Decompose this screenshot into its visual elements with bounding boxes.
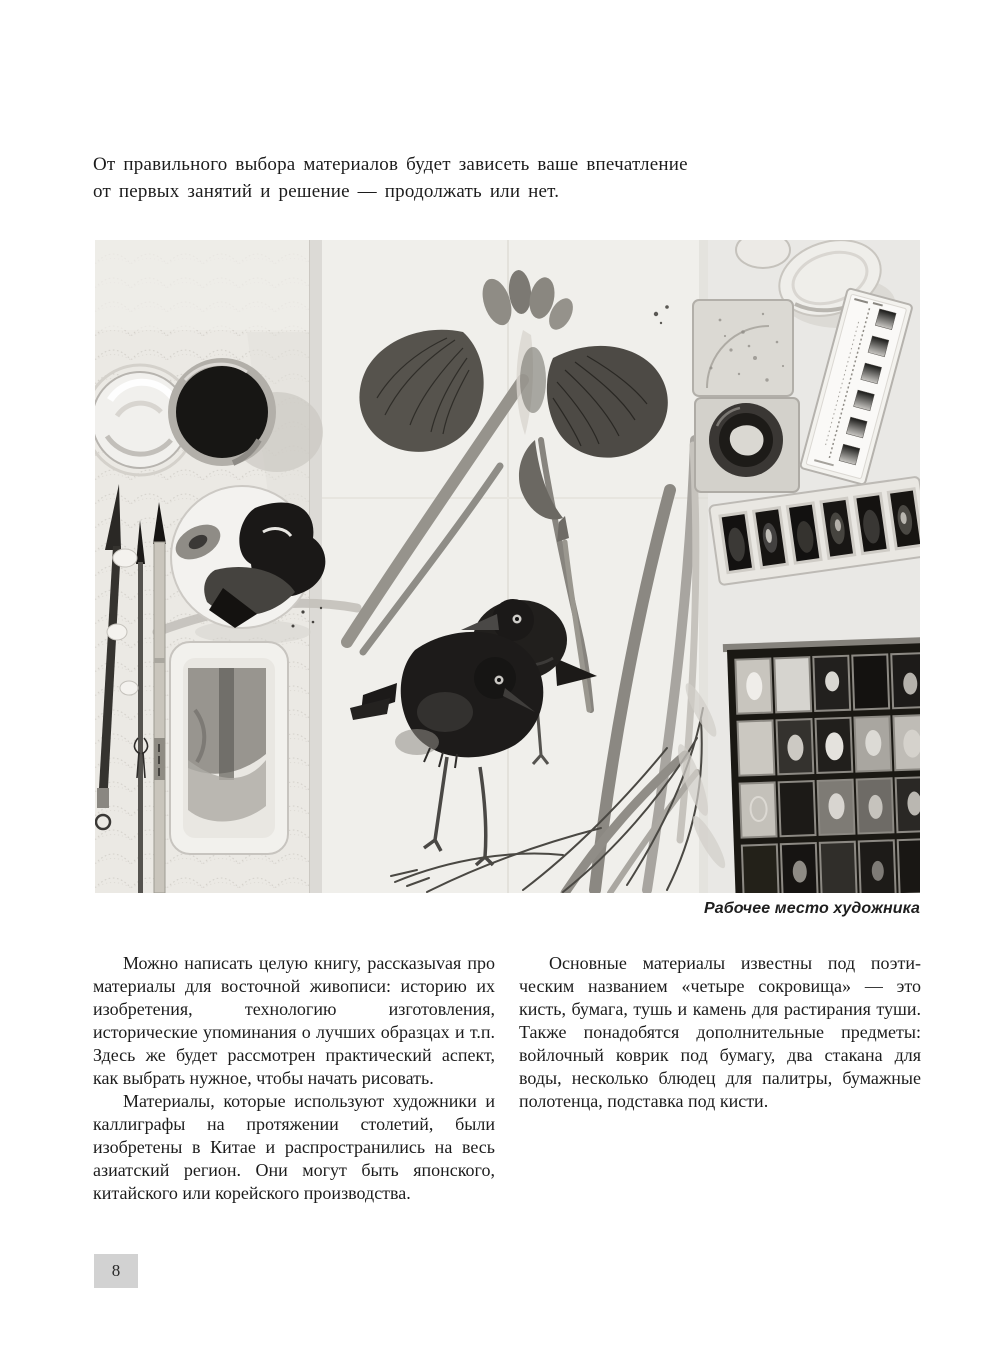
intro-text bbox=[93, 151, 783, 205]
palette-box bbox=[723, 637, 920, 893]
intro-line: От правильного выбора материалов будет зависеть ваше впечатление bbox=[93, 154, 688, 175]
ink-water-glass bbox=[168, 358, 276, 466]
column-right bbox=[519, 952, 921, 1205]
text-columns bbox=[93, 952, 921, 1205]
workspace-photo bbox=[95, 240, 920, 893]
wash-tray bbox=[170, 642, 288, 854]
page-number: 8 bbox=[94, 1254, 138, 1288]
paragraph: Основные материалы известны под поэтическим названием «четыре сокровища» — это кисть, бумага, тушь и камень для растирания туши. Также понадобятся дополнительные предметы: войлочный коврик под бумагу, два стакана для воды, несколько блюдец для палитры, бумажные полотенца, подставка под кисти. bbox=[519, 953, 921, 1111]
column-left bbox=[93, 952, 495, 1205]
paragraph: Можно написать целую книгу, рассказыvая про материалы для восточной живописи: историю их изобретения, технологию изготовления, исторические упоминания о лучших образцах и т.п. Здесь же будет рассмотрен практический аспект, как выбрать нужное, чтобы начать рисовать. bbox=[93, 953, 495, 1088]
photo-caption: Рабочее место художника bbox=[703, 900, 920, 917]
paragraph: Материалы, которые используют художники и каллиграфы на протяжении столетий, были изобретены в Китае и распространились на весь азиатский регион. Они могут быть японского, китайского или корейского производства. bbox=[93, 1091, 495, 1203]
brush-bamboo bbox=[153, 502, 166, 893]
intro-line: от первых занятий и решение — продолжать или нет. bbox=[93, 181, 560, 202]
seal-paste-box bbox=[693, 300, 799, 492]
